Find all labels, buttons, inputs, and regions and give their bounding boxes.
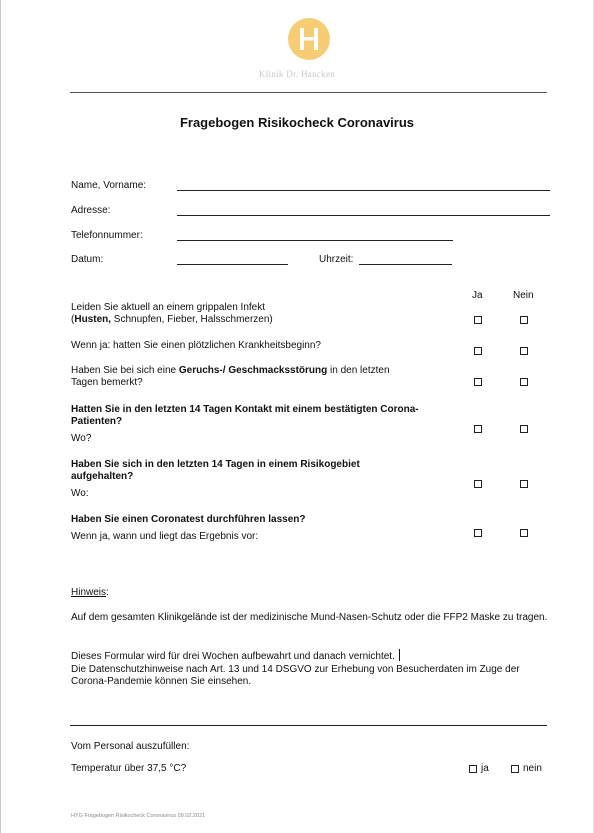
time-label: Uhrzeit:: [319, 254, 354, 265]
time-field[interactable]: [359, 264, 452, 265]
q2-no-checkbox[interactable]: [520, 347, 528, 355]
name-field[interactable]: [177, 190, 550, 191]
q1-no-checkbox[interactable]: [520, 316, 528, 324]
staff-divider: [70, 725, 547, 726]
address-field[interactable]: [177, 215, 550, 216]
question-infection: [71, 302, 431, 326]
clinic-logo-icon: [288, 18, 330, 60]
q1-yes-checkbox[interactable]: [474, 316, 482, 324]
phone-field[interactable]: [177, 240, 453, 241]
name-label: Name, Vorname:: [71, 180, 147, 191]
phone-label: Telefonnummer:: [71, 230, 143, 241]
question-corona-test: Haben Sie einen Coronatest durchführen lassen? Wenn ja, wann und liegt das Ergebnis vor:: [71, 514, 306, 542]
q6-no-checkbox[interactable]: [520, 529, 528, 537]
question-risk-area: Haben Sie sich in den letzten 14 Tagen in einem Risikogebiet aufgehalten? Wo:: [71, 459, 360, 499]
question-sudden-onset: Wenn ja: hatten Sie einen plötzlichen Krankheitsbeginn?: [71, 340, 321, 351]
document-footer: HYG Fragebogen Risikocheck Coronavirus 09.02.2021: [71, 813, 206, 819]
text-cursor: [399, 649, 400, 661]
date-label: Datum:: [71, 254, 104, 265]
notes-mask-text: Auf dem gesamten Klinikgelände ist der medizinische Mund-Nasen-Schutz oder die FFP2 Maske zu tragen.: [71, 612, 548, 623]
q4-no-checkbox[interactable]: [520, 425, 528, 433]
header-divider: [70, 92, 547, 93]
temperature-label: Temperatur über 37,5 °C?: [71, 763, 187, 774]
q4-yes-checkbox[interactable]: [474, 425, 482, 433]
temperature-no-label: nein: [523, 763, 542, 774]
temperature-yes-label: ja: [481, 763, 489, 774]
column-no-header: Nein: [513, 290, 534, 301]
staff-heading: Vom Personal auszufüllen:: [71, 741, 190, 752]
q5-yes-checkbox[interactable]: [474, 480, 482, 488]
temperature-no-checkbox[interactable]: [511, 765, 519, 773]
question-contact: Hatten Sie in den letzten 14 Tagen Kontakt mit einem bestätigten Corona-Patienten? Wo?: [71, 404, 419, 444]
q3-yes-checkbox[interactable]: [474, 378, 482, 386]
address-label: Adresse:: [71, 205, 111, 216]
q3-no-checkbox[interactable]: [520, 378, 528, 386]
question-smell-taste: Haben Sie bei sich eine Geruchs-/ Geschmacksstörung in den letzten Tagen bemerkt?: [71, 365, 390, 388]
question-text: Leiden Sie aktuell an einem grippalen Infekt: [71, 302, 266, 313]
q5-no-checkbox[interactable]: [520, 480, 528, 488]
temperature-yes-checkbox[interactable]: [469, 765, 477, 773]
clinic-name: Klinik Dr. Hancken: [258, 69, 336, 79]
form-title: Fragebogen Risikocheck Coronavirus: [179, 115, 415, 130]
notes-privacy-text: Dieses Formular wird für drei Wochen aufbewahrt und danach vernichtet. Die Datenschutzhinweise nach Art. 13 und 14 DSGVO zur Erhebung von Besucherdaten im Zuge der Corona-Pandemie können Sie einsehen.: [71, 651, 520, 687]
notes-heading: Hinweis:: [71, 587, 109, 598]
question-text-line2: (Husten, Schnupfen, Fieber, Halsschmerzen): [71, 314, 273, 325]
q6-yes-checkbox[interactable]: [474, 529, 482, 537]
q2-yes-checkbox[interactable]: [474, 347, 482, 355]
column-yes-header: Ja: [472, 290, 483, 301]
date-field[interactable]: [177, 264, 288, 265]
